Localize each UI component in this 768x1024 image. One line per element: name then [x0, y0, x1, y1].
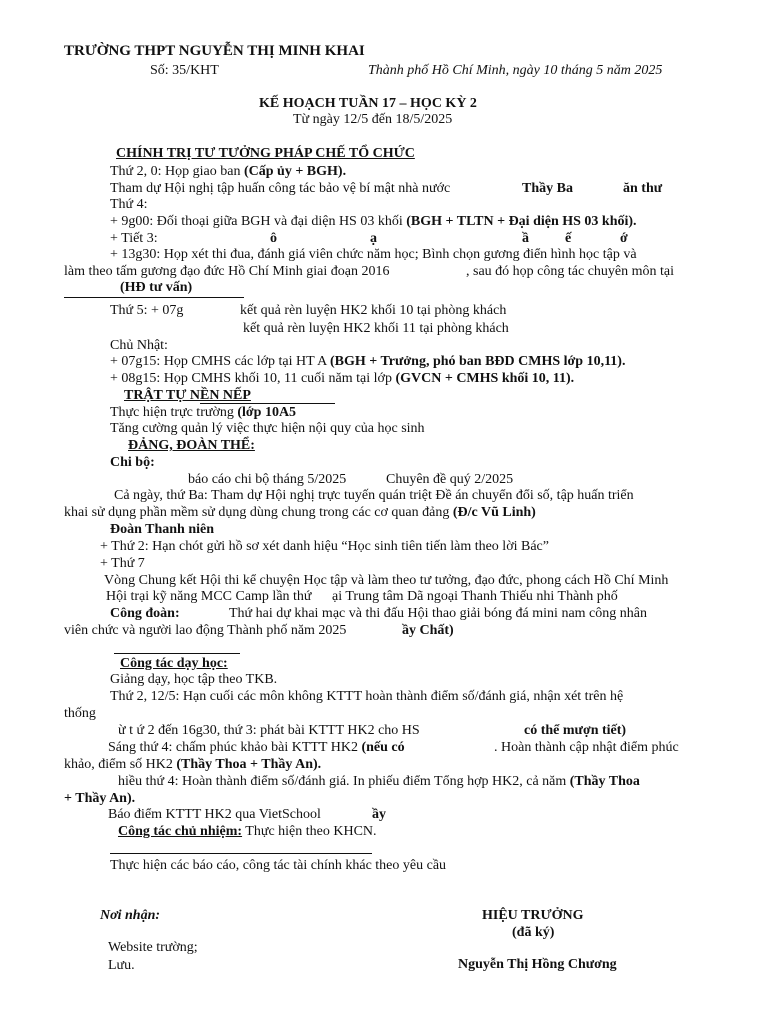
text-line: Thứ 2, 0: Họp giao ban (Cấp ủy + BGH).	[110, 164, 347, 179]
text-fragment: . Hoàn thành cập nhật điểm phúc	[494, 740, 679, 755]
text-line: Thứ 5: + 07g	[110, 303, 184, 318]
text-line: Thứ hai dự khai mạc và thi đấu Hội thao giải bóng đá mini nam công nhân	[229, 606, 647, 621]
text-line: Tham dự Hội nghị tập huấn công tác bảo vệ bí mật nhà nước	[110, 181, 451, 196]
text-fragment: ớ	[620, 231, 628, 246]
text-fragment: ế	[565, 231, 572, 246]
text-line: viên chức và người lao động Thành phố năm 2025	[64, 623, 347, 638]
divider	[114, 653, 240, 654]
text-line: Hội trại kỹ năng MCC Camp lần thứ	[106, 589, 312, 604]
text-line: + Tiết 3:	[110, 231, 158, 246]
text-line: + 08g15: Họp CMHS khối 10, 11 cuối năm tại lớp (GVCN + CMHS khối 10, 11).	[110, 371, 575, 386]
text-line: Giảng dạy, học tập theo TKB.	[110, 672, 278, 687]
text-line: Vòng Chung kết Hội thi kể chuyện Học tập và làm theo tư tưởng, đạo đức, phong cách Hồ Chí Minh	[104, 573, 669, 588]
divider	[110, 853, 372, 854]
text-fragment: báo cáo chi bộ tháng 5/2025	[188, 472, 347, 487]
plan-date-range: Từ ngày 12/5 đến 18/5/2025	[293, 112, 453, 127]
text-line: (HĐ tư vấn)	[120, 280, 193, 295]
text-line: làm theo tấm gương đạo đức Hồ Chí Minh giai đoạn 2016	[64, 264, 390, 279]
text-line: Thứ 4:	[110, 197, 148, 212]
text-line: khảo, điểm số HK2 (Thầy Thoa + Thầy An).	[64, 757, 322, 772]
chu-nhiem-label: Công tác chủ nhiệm:	[118, 824, 243, 839]
cong-doan-label: Công đoàn:	[110, 606, 180, 621]
signer-role: HIỆU TRƯỞNG	[482, 908, 584, 923]
text-fragment: Thầy Ba	[522, 181, 573, 196]
text-line: Thực hiện các báo cáo, công tác tài chính khác theo yêu cầu	[110, 858, 447, 873]
text-fragment: , sau đó họp công tác chuyên môn tại	[466, 264, 675, 279]
section-heading-politics: CHÍNH TRỊ TƯ TƯỞNG PHÁP CHẾ TỔ CHỨC	[116, 146, 415, 161]
text-fragment: ầ	[522, 231, 529, 246]
section-heading-order: TRẬT TỰ NỀN NẾP	[124, 388, 251, 403]
signed-note: (đã ký)	[512, 925, 555, 940]
text-line: ừ t ứ 2 đến 16g30, thứ 3: phát bài KTTT HK2 cho HS	[118, 723, 420, 738]
text-line: Thực hiện trực trường (lớp 10A5	[110, 405, 297, 420]
doan-label: Đoàn Thanh niên	[110, 522, 215, 537]
text-fragment: ầy Chất)	[402, 623, 454, 638]
text-line: Chủ Nhật:	[110, 338, 168, 353]
text-line: + Thầy An).	[64, 791, 136, 806]
text-fragment: ại Trung tâm Dã ngoại Thanh Thiếu nhi Thành phố	[332, 589, 618, 604]
text-fragment: Chuyên đề quý 2/2025	[386, 472, 514, 487]
text-line: + Thứ 7	[100, 556, 145, 571]
document-number: Số: 35/KHT	[150, 63, 219, 78]
text-line: kết quả rèn luyện HK2 khối 11 tại phòng khách	[243, 321, 509, 336]
chi-bo-label: Chi bộ:	[110, 455, 155, 470]
text-line: Thứ 2, 12/5: Hạn cuối các môn không KTTT hoàn thành điểm số/đánh giá, nhận xét trên hệ	[110, 689, 624, 704]
recipients-label: Nơi nhận:	[100, 908, 161, 923]
text-line: Cả ngày, thứ Ba: Tham dự Hội nghị trực tuyến quán triệt Đề án chuyển đổi số, tập huấn triển	[114, 488, 634, 503]
plan-title: KẾ HOẠCH TUẦN 17 – HỌC KỲ 2	[259, 96, 477, 111]
section-heading-teaching: Công tác dạy học:	[120, 656, 228, 671]
text-fragment: ạ	[370, 231, 377, 246]
text-line: hiều thứ 4: Hoàn thành điểm số/đánh giá. In phiếu điểm Tổng hợp HK2, cả năm (Thầy Thoa	[118, 774, 640, 789]
recipient-item: Lưu.	[108, 958, 135, 973]
text-line: + Thứ 2: Hạn chót gửi hồ sơ xét danh hiệu “Học sinh tiên tiến làm theo lời Bác”	[100, 539, 549, 554]
text-line: Sáng thứ 4: chấm phúc khảo bài KTTT HK2 (nếu có	[108, 740, 405, 755]
text-line: Tăng cường quản lý việc thực hiện nội quy của học sinh	[110, 421, 425, 436]
text-line: + 07g15: Họp CMHS các lớp tại HT A (BGH + Trưởng, phó ban BĐD CMHS lớp 10,11).	[110, 354, 626, 369]
text-fragment: ăn thư	[623, 181, 663, 196]
text-line: khai sử dụng phần mềm sử dụng dùng chung trong các cơ quan đảng (Đ/c Vũ Linh)	[64, 505, 536, 520]
text-fragment: kết quả rèn luyện HK2 khối 10 tại phòng khách	[240, 303, 507, 318]
section-heading-party: ĐẢNG, ĐOÀN THỂ:	[128, 438, 255, 453]
text-line: + 9g00: Đối thoại giữa BGH và đại diện HS 03 khối (BGH + TLTN + Đại diện HS 03 khối).	[110, 214, 637, 229]
school-name: TRƯỜNG THPT NGUYỄN THỊ MINH KHAI	[64, 43, 365, 59]
text-line: Báo điểm KTTT HK2 qua VietSchool	[108, 807, 321, 822]
text-line: thống	[64, 706, 96, 721]
signer-name: Nguyễn Thị Hồng Chương	[458, 957, 617, 972]
recipient-item: Website trường;	[108, 940, 198, 955]
place-date: Thành phố Hồ Chí Minh, ngày 10 tháng 5 năm 2025	[368, 63, 663, 78]
divider	[64, 297, 244, 298]
text-fragment: ô	[270, 231, 277, 246]
text-line: Công tác chủ nhiệm: Thực hiện theo KHCN.	[118, 824, 377, 839]
text-line: + 13g30: Họp xét thi đua, đánh giá viên chức năm học; Bình chọn gương điển hình học tập và	[110, 247, 637, 262]
text-fragment: ầy	[372, 807, 386, 822]
text-fragment: có thể mượn tiết)	[524, 723, 627, 738]
